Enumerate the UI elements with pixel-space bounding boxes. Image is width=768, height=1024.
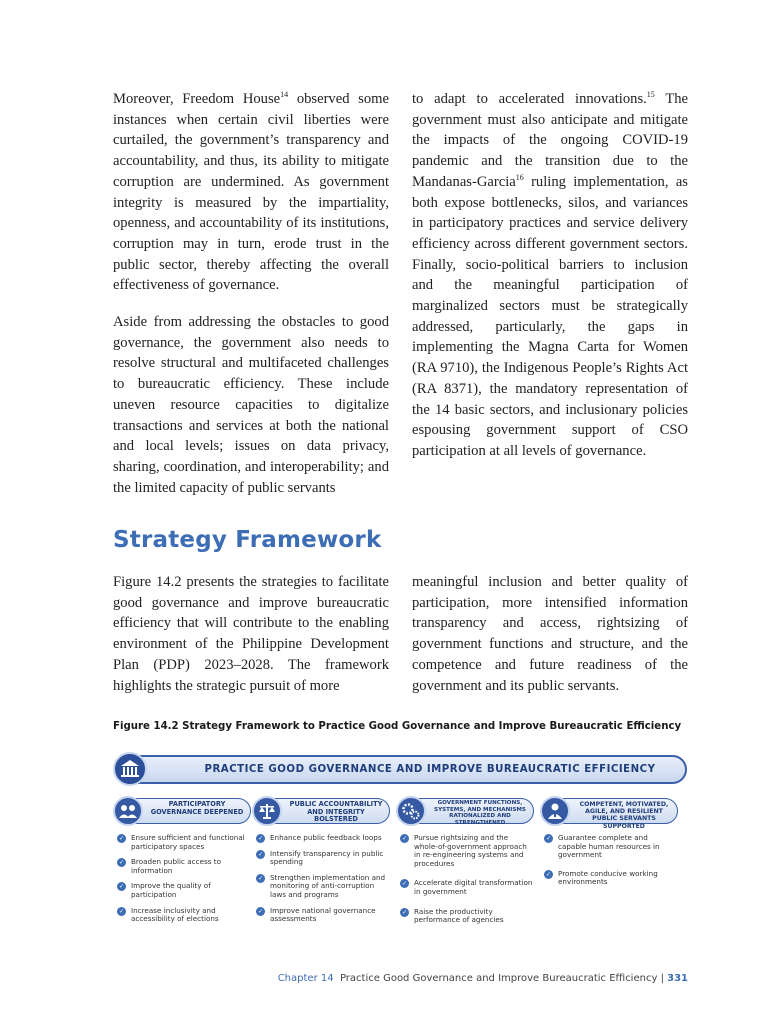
pillar-public-accountability — [252, 796, 390, 931]
check-icon: ✓ — [257, 874, 264, 882]
right-text-column — [412, 89, 688, 478]
footer-separator: | — [660, 973, 664, 984]
strategy-paragraph-left: Figure 14.2 presents the strategies to facilitate good governance and improve bureaucratic efficiency that will contribute to the enabling environment of the Philippine Development Plan (PDP) 2023–2028. The framework highlights the strategic pursuit of more — [113, 574, 389, 694]
strategy-list — [113, 834, 251, 924]
list-item: ✓ Improve the quality of participation — [118, 881, 211, 899]
list-item: ✓ Broaden public access to information — [118, 857, 221, 875]
list-item: ✓ Accelerate digital transformation in government — [401, 878, 533, 896]
strategy-left-column — [113, 572, 389, 712]
pillar-header — [396, 796, 534, 826]
strategy-list — [540, 834, 678, 887]
strategy-right-column — [412, 572, 688, 712]
framework-banner — [121, 755, 687, 784]
pillar-title: PARTICIPATORY GOVERNANCE DEEPENED — [150, 800, 244, 816]
check-icon: ✓ — [401, 908, 408, 916]
pillar-header — [113, 796, 251, 826]
footnote-ref-14[interactable]: 14 — [280, 90, 289, 99]
check-icon: ✓ — [257, 850, 264, 858]
section-heading: Strategy Framework — [113, 527, 382, 553]
strategy-paragraph-right: meaningful inclusion and better quality of participation, more intensified information transparency and access, rightsizing of government functions and structure, and the competence and future readiness of the government and its public servants. — [412, 574, 688, 694]
government-building-icon — [113, 752, 147, 786]
check-icon: ✓ — [118, 859, 125, 867]
strategy-list — [252, 834, 390, 924]
paragraph-bureaucratic-challenges: Aside from addressing the obstacles to good governance, the government also needs to resolve structural and multifaceted challenges to bureaucratic efficiency. These include uneven resource capacities to digitalize transactions and services at both the national and local levels; issues on data privacy, sharing, coordination, and interoperability; and the limited capacity of public servants — [113, 314, 389, 496]
list-item: ✓ Intensify transparency in public spending — [257, 848, 384, 867]
pillar-title: COMPETENT, MOTIVATED, AGILE, AND RESILIENT PUBLIC SERVANTS SUPPORTED — [579, 801, 669, 830]
list-item: ✓ Guarantee complete and capable human resources in government — [545, 833, 660, 860]
pillar-participatory-governance — [113, 796, 251, 931]
pillar-title: GOVERNMENT FUNCTIONS, SYSTEMS, AND MECHANISMS RATIONALIZED AND STRENGTHENED — [434, 800, 526, 826]
pillar-competent-public-servants — [540, 796, 678, 894]
pillar-header — [252, 796, 390, 826]
pillar-header — [540, 796, 678, 830]
check-icon: ✓ — [118, 907, 125, 915]
check-icon: ✓ — [401, 880, 408, 888]
footnote-ref-15[interactable]: 15 — [646, 90, 655, 99]
list-item: ✓ Pursue rightsizing and the whole-of-government approach in re-engineering systems and procedures — [401, 833, 527, 868]
paragraph-accelerated-innovations: to adapt to accelerated innovations.$^{15}$ The government must also anticipate and mitigate the impacts of the ongoing COVID-19 pandemic and the transition due to the Mandanas-Garcia$^{16}$ ruling implementation, as both expose bottlenecks, silos, and variances in participatory practices and service delivery efficiency across different government sectors. Finally, socio-political barriers to inclusion and the meaningful participation of marginalized sectors must be strategically addressed, particularly, the gaps in implementing the Magna Carta for Women (RA 9710), the Indigenous People’s Rights Act (RA 8371), the mandatory representation of the 14 basic sectors, and inclusionary policies espousing government support of CSO participation at all levels of governance. — [412, 90, 689, 459]
figure-caption: Figure 14.2 Strategy Framework to Practice Good Governance and Improve Bureaucratic Efficiency — [113, 721, 682, 732]
list-item: ✓ Promote conducive working environments — [545, 868, 658, 887]
check-icon: ✓ — [401, 835, 408, 842]
check-icon: ✓ — [118, 883, 125, 891]
check-icon: ✓ — [545, 870, 552, 878]
paragraph-freedom-house: Moreover, Freedom House$^{14}$ observed some instances when certain civil liberties were curtailed, the government’s transparency and accountability, and thus, its ability to mitigate corruption are undermined. As government integrity is measured by the impartiality, openness, and accountability of its institutions, corruption may in turn, erode trust in the public sector, thereby affecting the overall effectiveness of governance. — [113, 90, 389, 294]
check-icon: ✓ — [257, 907, 264, 915]
footnote-ref-16[interactable]: 16 — [515, 172, 524, 182]
page-number: 331 — [667, 973, 688, 984]
footer-chapter-title: Practice Good Governance and Improve Bureaucratic Efficiency — [339, 973, 658, 984]
people-icon — [113, 796, 143, 826]
check-icon: ✓ — [118, 835, 125, 842]
footer-chapter: Chapter 14 — [277, 973, 334, 984]
gears-icon — [396, 796, 426, 826]
list-item: ✓ Enhance public feedback loops — [257, 833, 382, 842]
pillar-title: PUBLIC ACCOUNTABILITY AND INTEGRITY BOLSTERED — [289, 800, 383, 824]
list-item: ✓ Improve national governance assessments — [257, 905, 376, 924]
list-item: ✓ Strengthen implementation and monitoring of anti-corruption laws and programs — [257, 872, 386, 899]
list-item: ✓ Ensure sufficient and functional participatory spaces — [118, 833, 245, 851]
check-icon: ✓ — [257, 835, 264, 842]
check-icon: ✓ — [545, 835, 552, 842]
strategy-list — [396, 834, 534, 925]
page-footer — [278, 973, 688, 984]
list-item: ✓ Increase inclusivity and accessibility of elections — [118, 905, 219, 924]
list-item: ✓ Raise the productivity performance of agencies — [401, 906, 504, 925]
scales-icon — [252, 796, 282, 826]
pillar-government-functions — [396, 796, 534, 932]
left-text-column — [113, 89, 389, 514]
banner-title: PRACTICE GOOD GOVERNANCE AND IMPROVE BUREAUCRATIC EFFICIENCY — [204, 764, 656, 775]
public-servants-icon — [540, 796, 570, 826]
